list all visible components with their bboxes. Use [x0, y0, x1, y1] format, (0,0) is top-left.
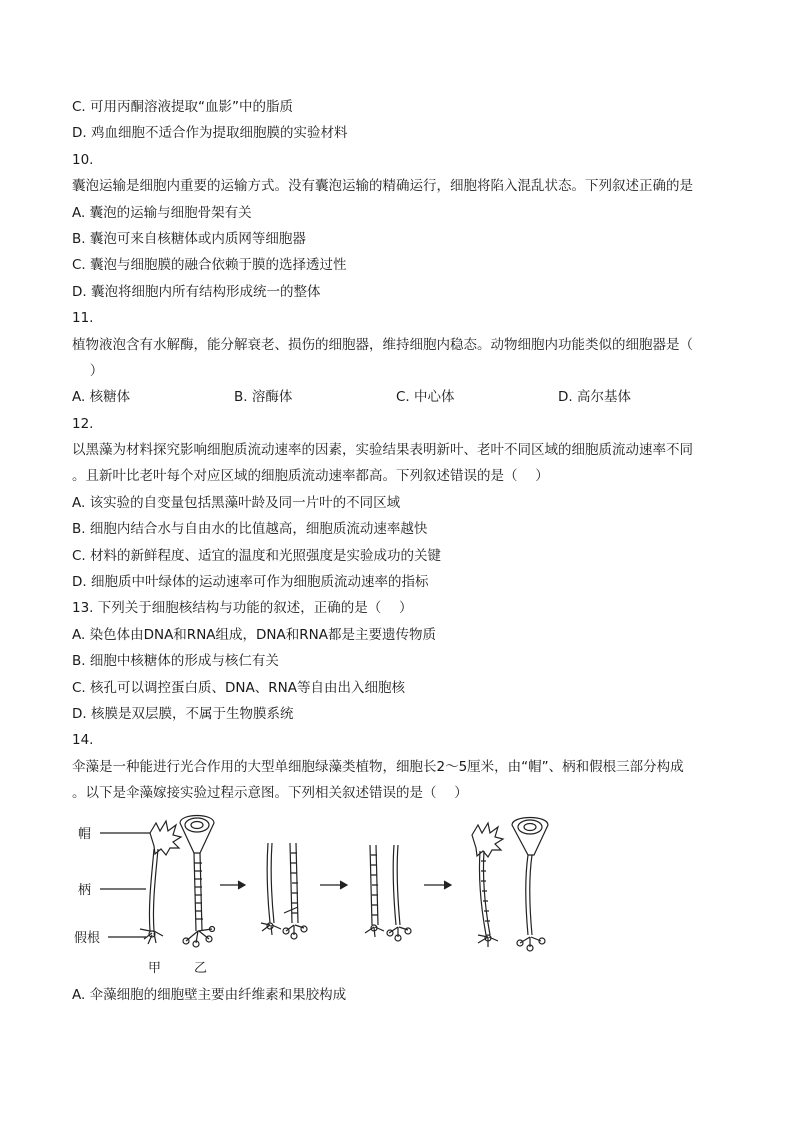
q12-stem-line2: 。且新叶比老叶每个对应区域的细胞质流动速率都高。下列叙述错误的是（ ）	[72, 468, 549, 485]
q10-option-d: D. 囊泡将细胞内所有结构形成统一的整体	[72, 283, 321, 300]
stage-3-stalks	[365, 845, 411, 941]
q12-number: 12.	[72, 415, 94, 432]
exam-page	[72, 94, 722, 1008]
q14-stem-line1: 伞藻是一种能进行光合作用的大型单细胞绿藻类植物，细胞长2～5厘米，由“帽”、柄和假根三部分构成	[72, 758, 684, 775]
q14-stem-line2: 。以下是伞藻嫁接实验过程示意图。下列相关叙述错误的是（ ）	[72, 785, 468, 802]
q10-option-b: B. 囊泡可来自核糖体或内质网等细胞器	[72, 230, 306, 247]
q11-number: 11.	[72, 310, 94, 327]
label-yi: 乙	[194, 960, 208, 976]
q11-option-b: B. 溶酶体	[234, 389, 293, 406]
q11-stem-line1: 植物液泡含有水解酶，能分解衰老、损伤的细胞器，维持细胞内稳态。动物细胞内功能类似的细胞器是（	[72, 336, 693, 353]
q10-stem: 囊泡运输是细胞内重要的运输方式。没有囊泡运输的精确运行，细胞将陷入混乱状态。下列叙述正确的是	[72, 178, 693, 195]
q11-option-c: C. 中心体	[396, 389, 455, 406]
q14-number: 14.	[72, 732, 94, 749]
label-rhizoid: 假根	[74, 930, 101, 946]
q13-option-c: C. 核孔可以调控蛋白质、DNA、RNA等自由出入细胞核	[72, 679, 405, 696]
q10-number: 10.	[72, 151, 94, 168]
q12-stem-line1: 以黑藻为材料探究影响细胞质流动速率的因素，实验结果表明新叶、老叶不同区域的细胞质流动速率不同	[72, 442, 693, 459]
q12-option-a: A. 该实验的自变量包括黑藻叶龄及同一片叶的不同区域	[72, 494, 401, 511]
q13-option-b: B. 细胞中核糖体的形成与核仁有关	[72, 653, 279, 670]
plant-jia	[140, 821, 181, 944]
label-stalk: 柄	[78, 882, 92, 898]
q12-option-c: C. 材料的新鲜程度、适宜的温度和光照强度是实验成功的关键	[72, 547, 442, 564]
q9-option-c: C. 可用丙酮溶液提取“血影”中的脂质	[72, 99, 293, 115]
q10-option-c: C. 囊泡与细胞膜的融合依赖于膜的选择透过性	[72, 257, 347, 274]
q9-option-d: D. 鸡血细胞不适合作为提取细胞膜的实验材料	[72, 125, 348, 142]
q13-option-d: D. 核膜是双层膜，不属于生物膜系统	[72, 705, 294, 722]
stage-2-stalks	[261, 843, 307, 939]
q11-option-a: A. 核糖体	[72, 389, 131, 406]
plant-yi	[180, 815, 215, 947]
q14-option-a: A. 伞藻细胞的细胞壁主要由纤维素和果胶构成	[72, 986, 347, 1003]
q13-stem: 13. 下列关于细胞核结构与功能的叙述，正确的是（ ）	[72, 600, 413, 617]
q12-option-d: D. 细胞质中叶绿体的运动速率可作为细胞质流动速率的指标	[72, 574, 429, 591]
final-plants	[472, 817, 548, 951]
grafting-diagram	[72, 813, 592, 978]
q11-options	[72, 384, 722, 410]
q11-option-d: D. 高尔基体	[558, 389, 631, 406]
umbrella-algae-grafting-figure	[72, 813, 592, 978]
q12-option-b: B. 细胞内结合水与自由水的比值越高，细胞质流动速率越快	[72, 521, 428, 538]
q13-option-a: A. 染色体由DNA和RNA组成，DNA和RNA都是主要遗传物质	[72, 626, 436, 643]
label-cap: 帽	[78, 826, 92, 842]
q11-stem-line2: ）	[72, 362, 104, 379]
q10-option-a: A. 囊泡的运输与细胞骨架有关	[72, 204, 252, 221]
label-jia: 甲	[148, 960, 162, 976]
